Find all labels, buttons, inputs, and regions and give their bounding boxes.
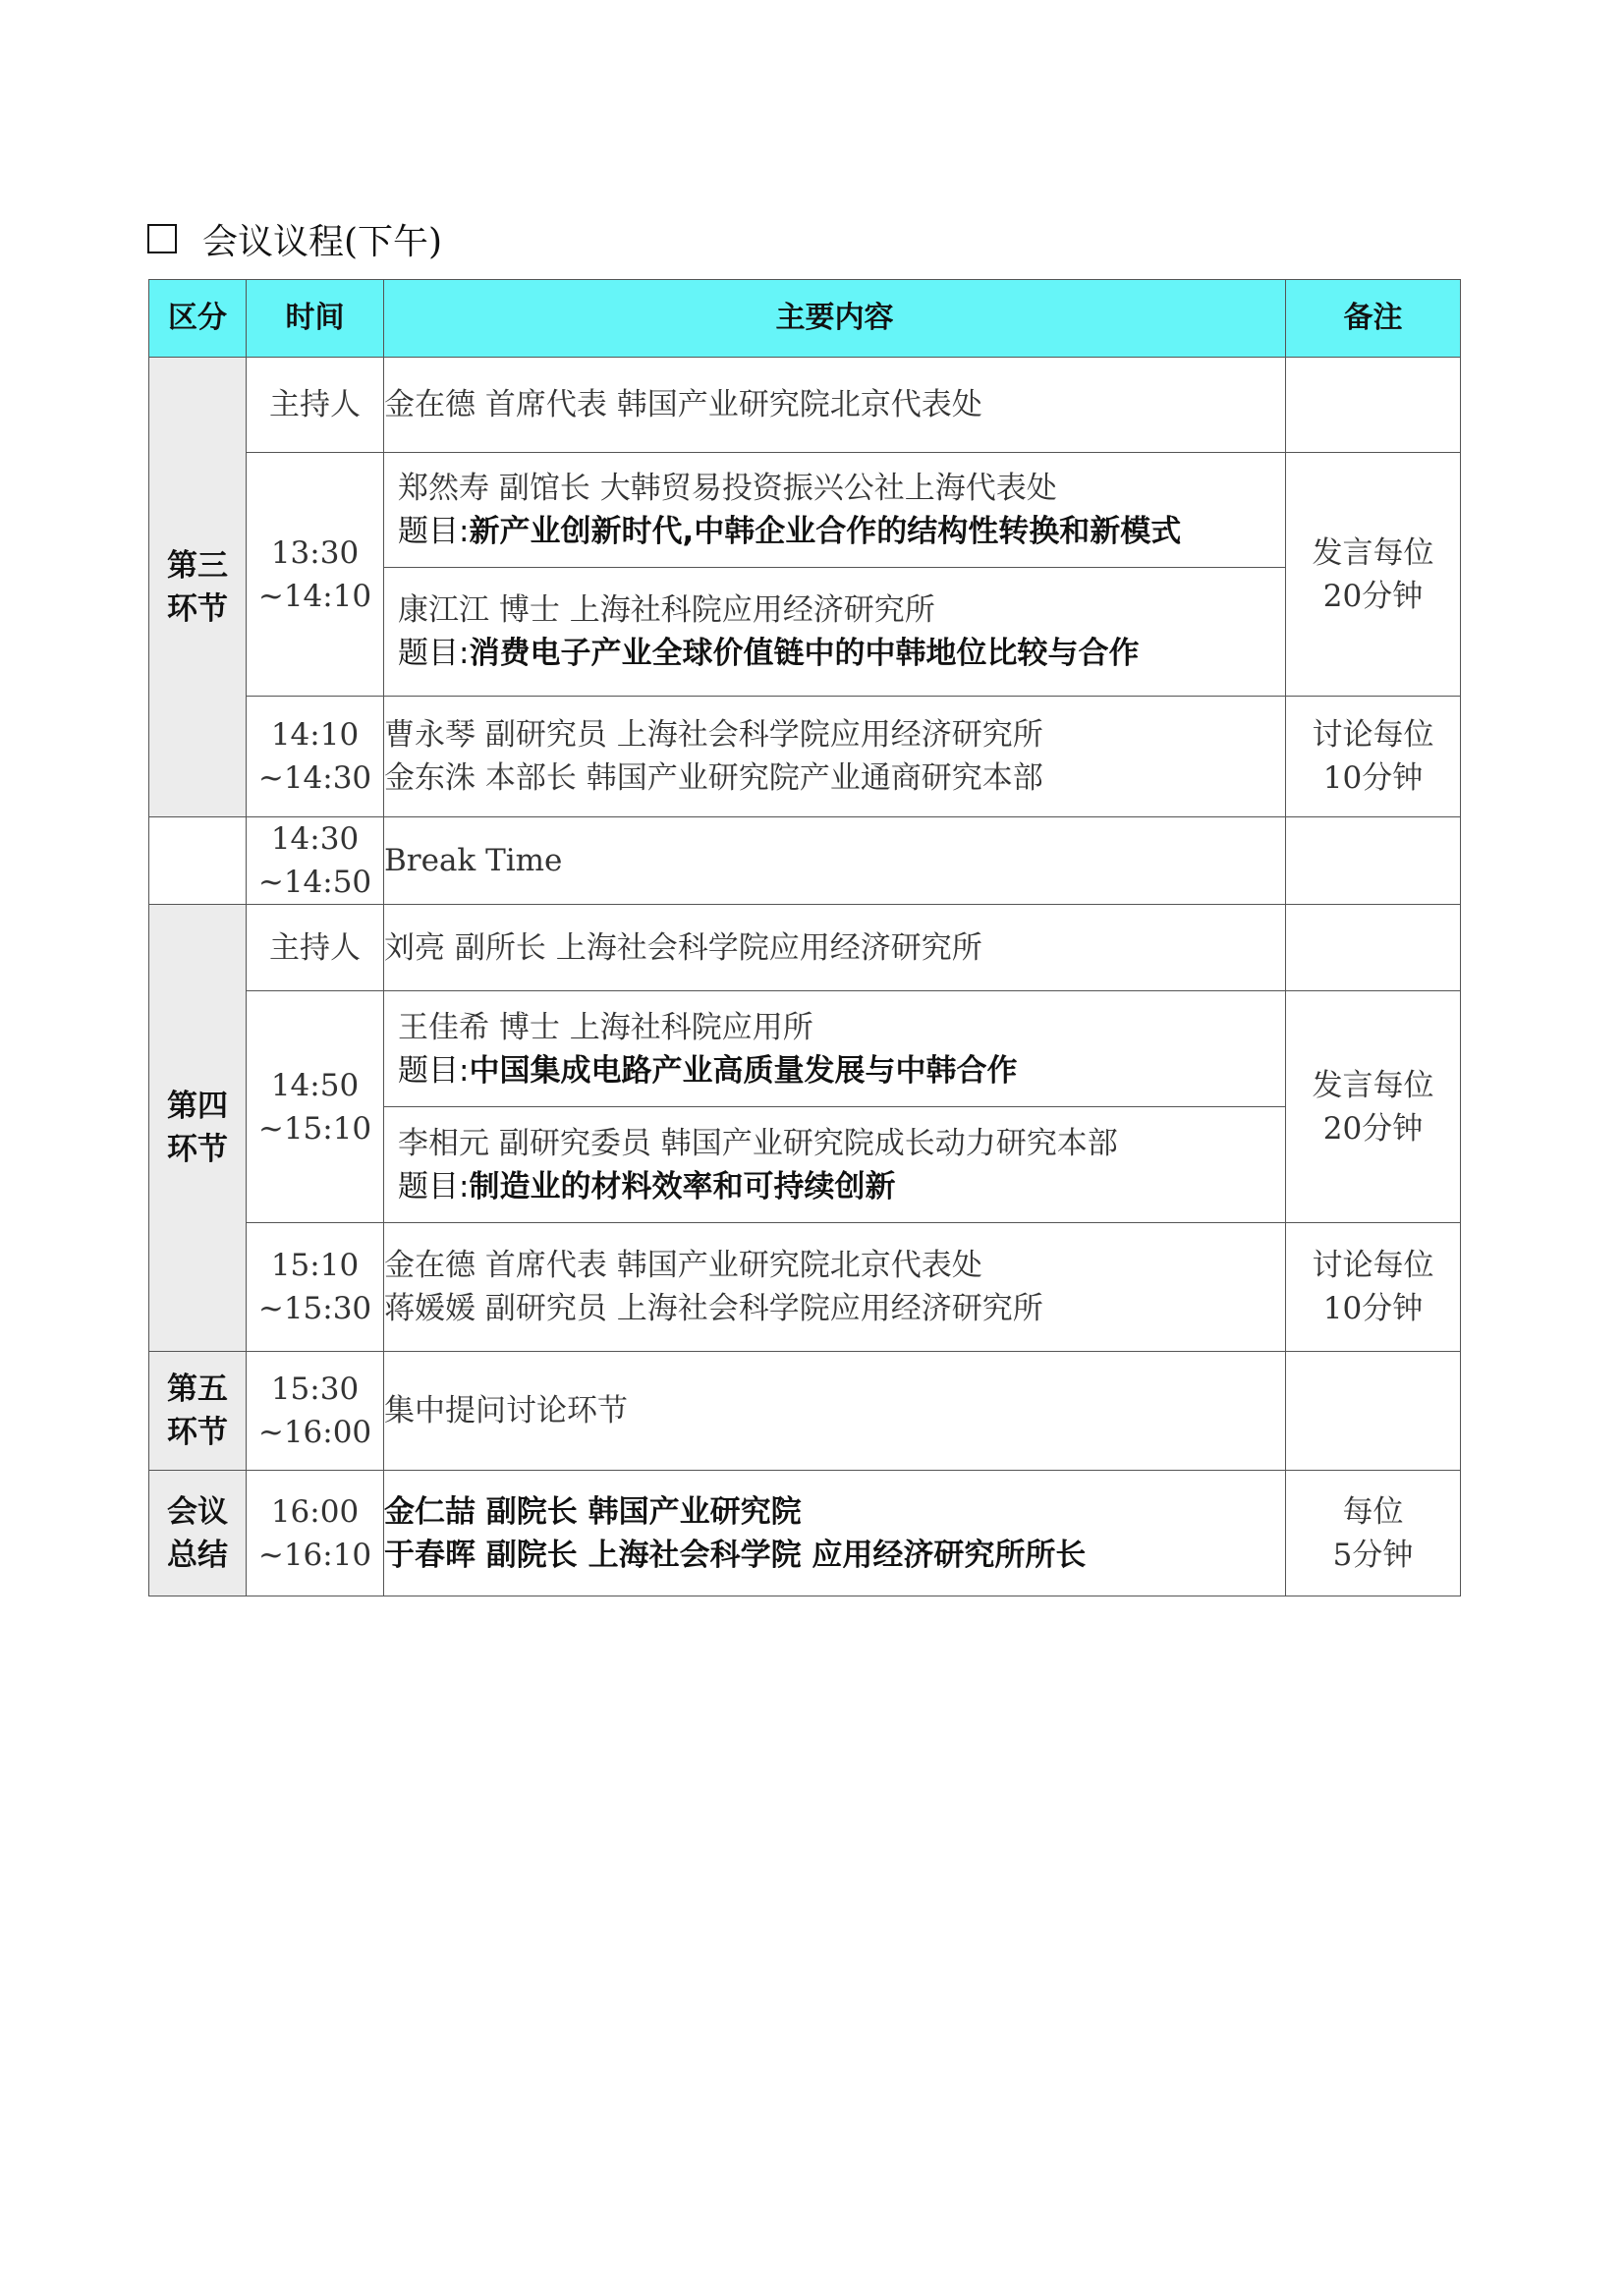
talk-speaker: 康江江 博士 上海社科院应用经济研究所 bbox=[398, 592, 935, 628]
session4-talk-1 bbox=[384, 991, 1285, 1107]
session3-label: 第三 环节 bbox=[149, 358, 247, 817]
empty-square-icon bbox=[147, 224, 177, 253]
talk-topic: 题目:中国集成电路产业高质量发展与中韩合作 bbox=[398, 1052, 1018, 1089]
session3-host-note bbox=[1286, 358, 1461, 453]
session5-note bbox=[1286, 1352, 1461, 1471]
talk-speaker: 王佳希 博士 上海社科院应用所 bbox=[398, 1009, 813, 1045]
session3-host: 金在德 首席代表 韩国产业研究院北京代表处 bbox=[384, 358, 1286, 453]
talk-topic: 题目:新产业创新时代,中韩企业合作的结构性转换和新模式 bbox=[398, 514, 1182, 549]
talk-topic: 题目:消费电子产业全球价值链中的中韩地位比较与合作 bbox=[398, 636, 1140, 671]
talk-speaker: 李相元 副研究委员 韩国产业研究院成长动力研究本部 bbox=[398, 1125, 1118, 1161]
header-time: 时间 bbox=[247, 280, 384, 358]
closing-row bbox=[149, 1471, 1461, 1596]
session3-talk-time: 13:30 ~14:10 bbox=[247, 453, 384, 697]
session3-discussion-time: 14:10 ~14:30 bbox=[247, 697, 384, 817]
session5-label: 第五 环节 bbox=[149, 1352, 247, 1471]
session3-host-label: 主持人 bbox=[247, 358, 384, 453]
session4-label: 第四 环节 bbox=[149, 905, 247, 1352]
talk-speaker: 郑然寿 副馆长 大韩贸易投资振兴公社上海代表处 bbox=[398, 471, 1057, 506]
session4-host: 刘亮 副所长 上海社会科学院应用经济研究所 bbox=[384, 905, 1286, 991]
session3-talks bbox=[384, 453, 1286, 697]
session3-talk-note: 发言每位 20分钟 bbox=[1286, 453, 1461, 697]
break-row bbox=[149, 817, 1461, 905]
header-section: 区分 bbox=[149, 280, 247, 358]
session4-discussion-note: 讨论每位 10分钟 bbox=[1286, 1223, 1461, 1352]
session5-row bbox=[149, 1352, 1461, 1471]
agenda-heading bbox=[147, 214, 442, 263]
session3-discussion-note: 讨论每位 10分钟 bbox=[1286, 697, 1461, 817]
session4-talks-row bbox=[149, 991, 1461, 1223]
session3-talk-2 bbox=[384, 568, 1285, 696]
session3-discussion-row bbox=[149, 697, 1461, 817]
session4-talk-note: 发言每位 20分钟 bbox=[1286, 991, 1461, 1223]
session4-discussion-time: 15:10 ~15:30 bbox=[247, 1223, 384, 1352]
session4-host-label: 主持人 bbox=[247, 905, 384, 991]
closing-note: 每位 5分钟 bbox=[1286, 1471, 1461, 1596]
session4-discussion-row bbox=[149, 1223, 1461, 1352]
session4-talks bbox=[384, 991, 1286, 1223]
session3-host-row bbox=[149, 358, 1461, 453]
session4-host-note bbox=[1286, 905, 1461, 991]
session3-discussants: 曹永琴 副研究员 上海社会科学院应用经济研究所 金东洙 本部长 韩国产业研究院产业通商研究本部 bbox=[384, 697, 1286, 817]
header-content: 主要内容 bbox=[384, 280, 1286, 358]
header-note: 备注 bbox=[1286, 280, 1461, 358]
table-header-row bbox=[149, 280, 1461, 358]
break-label: Break Time bbox=[384, 817, 1286, 905]
session4-discussants: 金在德 首席代表 韩国产业研究院北京代表处 蒋媛媛 副研究员 上海社会科学院应用经济研究所 bbox=[384, 1223, 1286, 1352]
session3-talks-row bbox=[149, 453, 1461, 697]
break-section bbox=[149, 817, 247, 905]
closing-label: 会议 总结 bbox=[149, 1471, 247, 1596]
break-time: 14:30 ~14:50 bbox=[247, 817, 384, 905]
break-note bbox=[1286, 817, 1461, 905]
closing-time: 16:00 ~16:10 bbox=[247, 1471, 384, 1596]
closing-speakers: 金仁喆 副院长 韩国产业研究院 于春晖 副院长 上海社会科学院 应用经济研究所所长 bbox=[384, 1471, 1286, 1596]
session5-content: 集中提问讨论环节 bbox=[384, 1352, 1286, 1471]
session4-host-row bbox=[149, 905, 1461, 991]
session3-talk-1 bbox=[384, 453, 1285, 568]
talk-topic: 题目:制造业的材料效率和可持续创新 bbox=[398, 1168, 896, 1204]
session4-talk-time: 14:50 ~15:10 bbox=[247, 991, 384, 1223]
session4-talk-2 bbox=[384, 1107, 1285, 1222]
session5-time: 15:30 ~16:00 bbox=[247, 1352, 384, 1471]
agenda-title: 会议议程(下午) bbox=[202, 221, 443, 262]
agenda-table bbox=[148, 279, 1461, 1596]
